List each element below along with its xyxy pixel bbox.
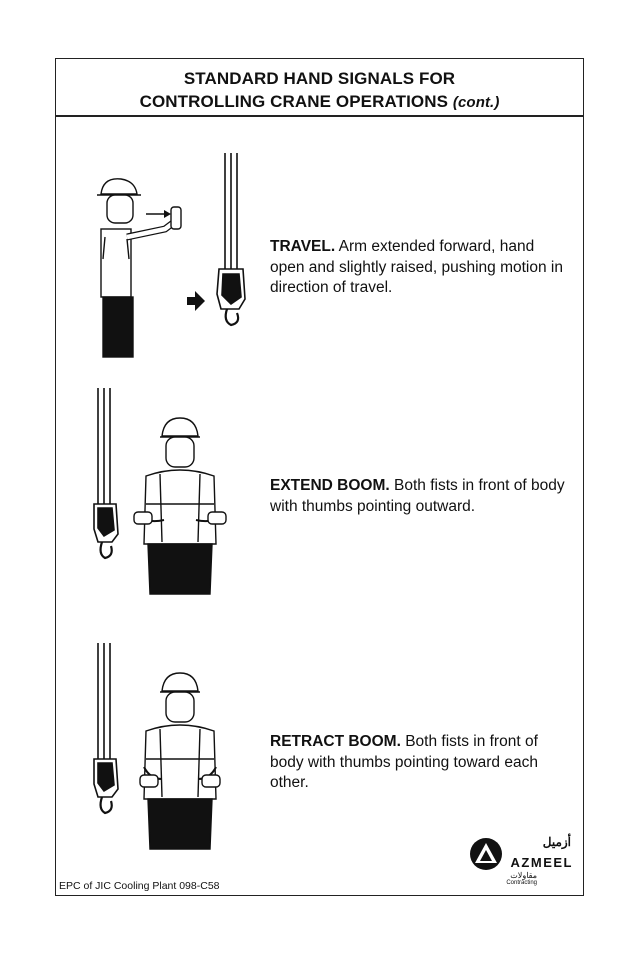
title-line-2 (56, 90, 583, 114)
company-logo (469, 835, 579, 891)
extend-boom-illustration (86, 384, 256, 599)
signal-travel (270, 237, 570, 299)
hook-icon (217, 153, 245, 325)
worker-figure (97, 179, 181, 357)
signal-text: Both fists in front of body with thumbs pointing outward. (270, 477, 565, 515)
azmeel-logo-icon (469, 837, 503, 871)
signal-sheet (55, 58, 584, 896)
logo-arabic: أزميل (542, 835, 571, 849)
signal-name: TRAVEL. (270, 238, 336, 255)
footer-text: EPC of JIC Cooling Plant 098-C58 (59, 880, 220, 892)
logo-sub-arabic: مقاولات (510, 871, 537, 880)
signal-name: RETRACT BOOM. (270, 733, 401, 750)
signal-text: Both fists in front of body with thumbs pointing toward each other. (270, 733, 538, 791)
hook-icon (94, 643, 118, 813)
signal-retract-boom (270, 732, 570, 794)
page-title (56, 67, 583, 114)
logo-name: AZMEEL (510, 855, 573, 870)
signal-extend-boom (270, 476, 570, 517)
retract-boom-illustration (86, 639, 256, 854)
title-cont: (cont.) (452, 94, 500, 111)
travel-illustration (91, 149, 261, 359)
title-line-1: STANDARD HAND SIGNALS FOR (183, 69, 456, 88)
header (56, 59, 583, 117)
worker-figure (134, 418, 226, 594)
signal-text: Arm extended forward, hand open and slightly raised, pushing motion in direction of travel. (270, 238, 563, 296)
worker-figure (140, 673, 220, 849)
signal-name: EXTEND BOOM. (270, 477, 390, 494)
title-line-2-text: CONTROLLING CRANE OPERATIONS (139, 92, 449, 111)
hook-icon (94, 388, 118, 558)
logo-sub: Contracting (506, 880, 537, 886)
